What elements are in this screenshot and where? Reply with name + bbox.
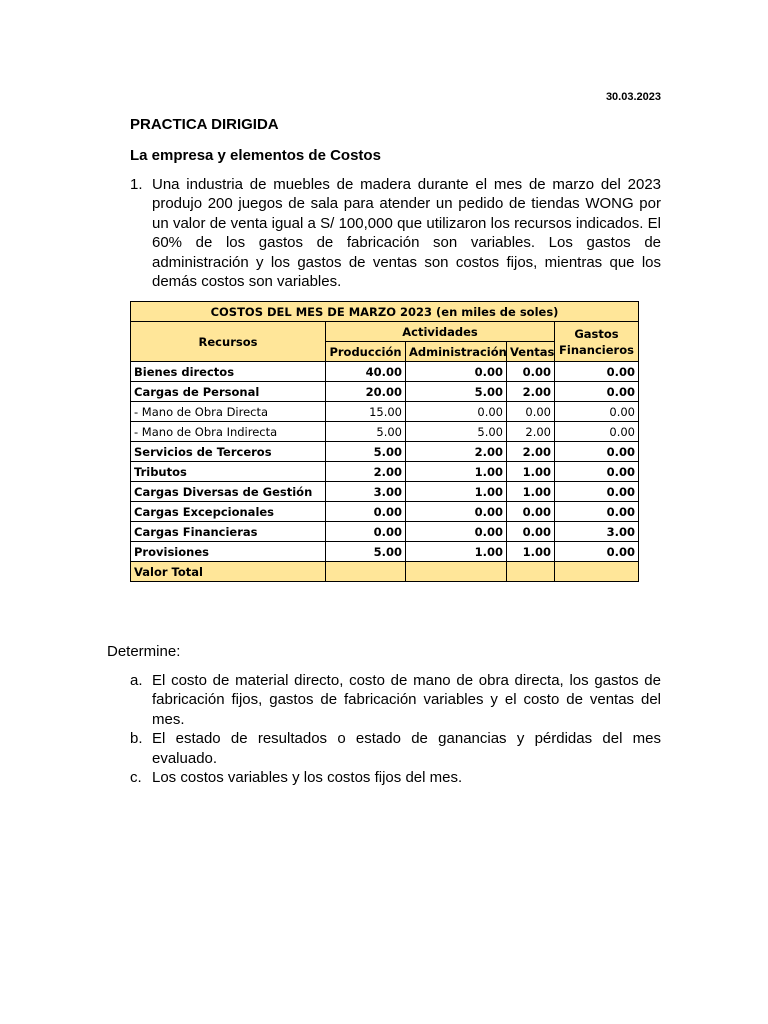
recursos-header: Recursos (131, 322, 326, 362)
total-administracion-cell (406, 562, 507, 582)
question-text: Una industria de muebles de madera durante el mes de marzo del 2023 produjo 200 juegos de sala para atender un pedido de tiendas WONG por un valor de venta igual a S/ 100,000 que utilizaron los recursos indicados. El 60% de los gastos de fabricación son variables. Los gastos de administración y los gastos de ventas son costos fijos, mientras que los demás costos son variables. (152, 176, 661, 291)
produccion-cell: 40.00 (326, 362, 406, 382)
subquestion-letter: a. (130, 672, 143, 689)
ventas-cell: 1.00 (507, 462, 555, 482)
gastos-financieros-header: Gastos Financieros (555, 322, 639, 362)
administracion-cell: 0.00 (406, 362, 507, 382)
ventas-cell: 1.00 (507, 482, 555, 502)
produccion-cell: 5.00 (326, 542, 406, 562)
subquestion-text: El estado de resultados o estado de ganancias y pérdidas del mes evaluado. (152, 730, 661, 767)
produccion-cell: 15.00 (326, 402, 406, 422)
administracion-cell: 1.00 (406, 542, 507, 562)
administracion-cell: 1.00 (406, 462, 507, 482)
row-label: Cargas de Personal (131, 382, 326, 402)
produccion-cell: 2.00 (326, 462, 406, 482)
table-row (131, 542, 639, 562)
administracion-cell: 0.00 (406, 502, 507, 522)
administracion-header: Administración (406, 342, 507, 362)
subquestion-item (130, 671, 661, 729)
subquestion-text: El costo de material directo, costo de mano de obra directa, los gastos de fabricación fijos, gastos de fabricación variables y el costo de ventas del mes. (152, 672, 661, 728)
row-label: Cargas Excepcionales (131, 502, 326, 522)
ventas-cell: 0.00 (507, 522, 555, 542)
produccion-cell: 20.00 (326, 382, 406, 402)
question-number: 1. (130, 176, 143, 193)
ventas-header: Ventas (507, 342, 555, 362)
financieros-cell: 3.00 (555, 522, 639, 542)
table-row (131, 502, 639, 522)
financieros-cell: 0.00 (555, 362, 639, 382)
ventas-cell: 2.00 (507, 442, 555, 462)
document-subtitle: La empresa y elementos de Costos (130, 147, 381, 164)
row-label: Tributos (131, 462, 326, 482)
costs-table (130, 301, 639, 582)
row-label: Provisiones (131, 542, 326, 562)
produccion-header: Producción (326, 342, 406, 362)
financieros-cell: 0.00 (555, 442, 639, 462)
produccion-cell: 5.00 (326, 422, 406, 442)
financieros-cell: 0.00 (555, 482, 639, 502)
ventas-cell: 2.00 (507, 382, 555, 402)
total-row (131, 562, 639, 582)
subquestion-item (130, 768, 661, 787)
administracion-cell: 0.00 (406, 402, 507, 422)
table-caption: COSTOS DEL MES DE MARZO 2023 (en miles de soles) (131, 302, 639, 322)
row-label: - Mano de Obra Directa (131, 402, 326, 422)
determine-label: Determine: (107, 643, 181, 660)
subquestion-item (130, 729, 661, 768)
ventas-cell: 0.00 (507, 502, 555, 522)
financieros-cell: 0.00 (555, 402, 639, 422)
ventas-cell: 2.00 (507, 422, 555, 442)
row-label: Cargas Financieras (131, 522, 326, 542)
financieros-cell: 0.00 (555, 382, 639, 402)
actividades-header: Actividades (326, 322, 555, 342)
row-label: Servicios de Terceros (131, 442, 326, 462)
row-label: Bienes directos (131, 362, 326, 382)
produccion-cell: 0.00 (326, 522, 406, 542)
table-row (131, 382, 639, 402)
subquestion-letter: c. (130, 769, 142, 787)
administracion-cell: 5.00 (406, 422, 507, 442)
table-row (131, 462, 639, 482)
total-produccion-cell (326, 562, 406, 582)
administracion-cell: 5.00 (406, 382, 507, 402)
subquestion-list (130, 671, 661, 787)
ventas-cell: 0.00 (507, 362, 555, 382)
produccion-cell: 0.00 (326, 502, 406, 522)
total-financieros-cell (555, 562, 639, 582)
document-date: 30.03.2023 (605, 91, 661, 103)
table-row (131, 442, 639, 462)
total-ventas-cell (507, 562, 555, 582)
financieros-cell: 0.00 (555, 502, 639, 522)
ventas-cell: 0.00 (507, 402, 555, 422)
administracion-cell: 0.00 (406, 522, 507, 542)
question-1 (130, 175, 661, 291)
row-label: - Mano de Obra Indirecta (131, 422, 326, 442)
table-row (131, 362, 639, 382)
financieros-cell: 0.00 (555, 462, 639, 482)
table-row (131, 482, 639, 502)
table-row (131, 522, 639, 542)
document-title: PRACTICA DIRIGIDA (130, 116, 279, 133)
administracion-cell: 2.00 (406, 442, 507, 462)
table-row (131, 422, 639, 442)
financieros-cell: 0.00 (555, 422, 639, 442)
produccion-cell: 5.00 (326, 442, 406, 462)
total-label: Valor Total (131, 562, 326, 582)
subquestion-text: Los costos variables y los costos fijos del mes. (152, 769, 463, 787)
subquestion-letter: b. (130, 730, 143, 748)
row-label: Cargas Diversas de Gestión (131, 482, 326, 502)
table-row (131, 402, 639, 422)
ventas-cell: 1.00 (507, 542, 555, 562)
produccion-cell: 3.00 (326, 482, 406, 502)
financieros-cell: 0.00 (555, 542, 639, 562)
administracion-cell: 1.00 (406, 482, 507, 502)
